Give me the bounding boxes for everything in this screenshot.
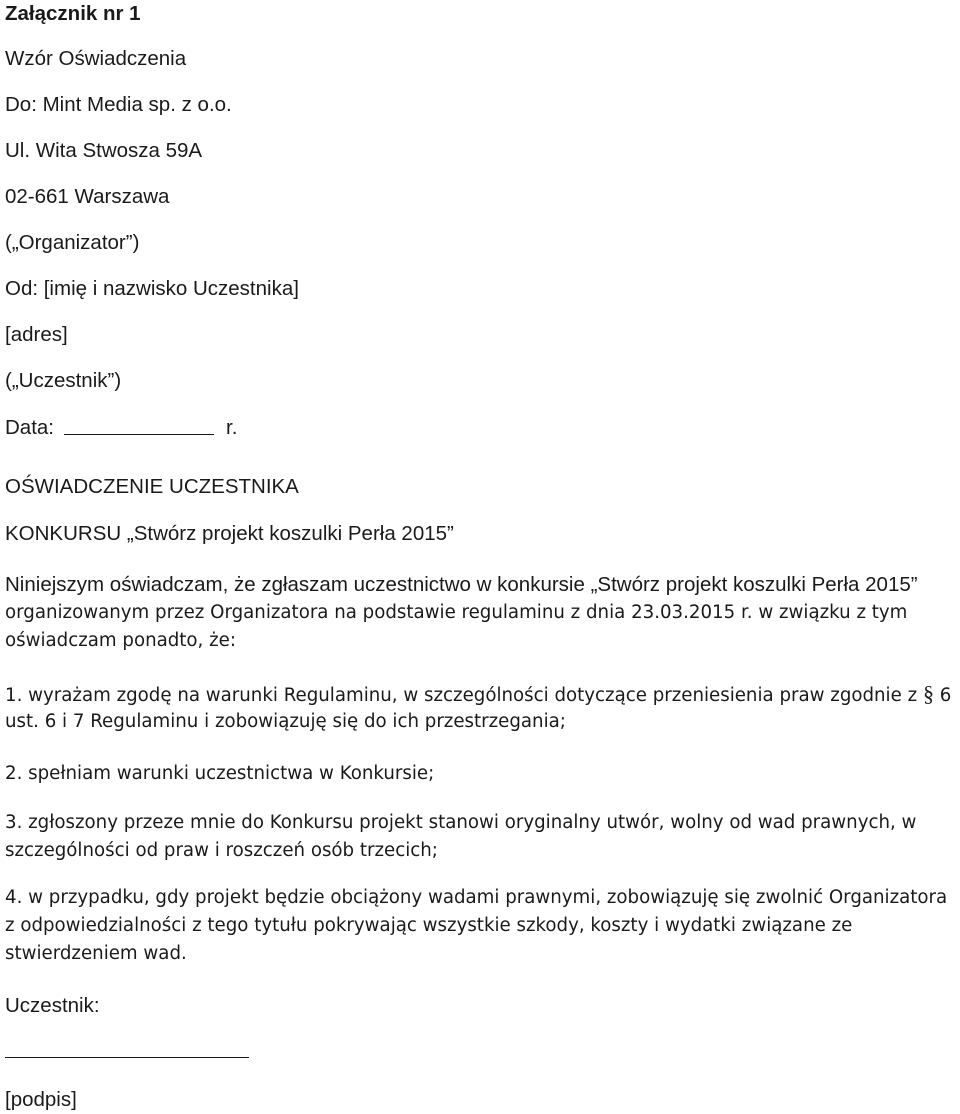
date-row: [5, 415, 237, 441]
signature-label: Uczestnik:: [5, 994, 100, 1017]
point-line: z odpowiedzialności z tego tytułu pokrywając wszystkie szkody, koszty i wydatki związane ze: [5, 915, 853, 936]
signature-placeholder: [podpis]: [5, 1088, 77, 1111]
addressee-city: 02-661 Warszawa: [5, 185, 170, 208]
sender-from: Od: [imię i nazwisko Uczestnika]: [5, 277, 299, 300]
intro-line: Niniejszym oświadczam, że zgłaszam uczestnictwo w konkursie „Stwórz projekt koszulki Perła 2015”: [5, 573, 918, 596]
point-line: stwierdzeniem wad.: [5, 943, 187, 964]
point-1-text: 1. wyrażam zgodę na warunki Regulaminu, w szczególności dotyczące przeniesienia praw zgodnie z: [5, 685, 918, 706]
point-line: ust. 6 i 7 Regulaminu i zobowiązuję się do ich przestrzegania;: [5, 711, 566, 732]
addressee-street: Ul. Wita Stwosza 59A: [5, 139, 203, 162]
date-suffix: r.: [226, 416, 238, 439]
date-blank-line: [64, 433, 214, 435]
point-line: szczególności od praw i roszczeń osób trzecich;: [5, 840, 438, 861]
sender-role: („Uczestnik”): [5, 369, 122, 392]
document-subtitle: Wzór Oświadczenia: [5, 47, 187, 70]
addressee-role: („Organizator”): [5, 231, 140, 254]
intro-line: organizowanym przez Organizatora na podstawie regulaminu z dnia 23.03.2015 r. w związku z tym: [5, 602, 908, 623]
contest-name: KONKURSU „Stwórz projekt koszulki Perła 2015”: [5, 522, 454, 545]
point-line: 3. zgłoszony przeze mnie do Konkursu projekt stanowi oryginalny utwór, wolny od wad prawnych, w: [5, 812, 917, 833]
point-line: 2. spełniam warunki uczestnictwa w Konkursie;: [5, 763, 435, 784]
addressee-to: Do: Mint Media sp. z o.o.: [5, 93, 232, 116]
attachment-title: Załącznik nr 1: [5, 2, 141, 25]
point-line: 4. w przypadku, gdy projekt będzie obciążony wadami prawnymi, zobowiązuję się zwolnić Organizatora: [5, 887, 948, 908]
section-mark: §: [922, 681, 934, 706]
section-number: 6: [939, 685, 952, 706]
date-label: Data:: [5, 416, 54, 439]
sender-address: [adres]: [5, 323, 68, 346]
intro-line: oświadczam ponadto, że:: [5, 630, 236, 651]
point-line: [5, 681, 951, 709]
signature-line: [5, 1057, 249, 1058]
statement-heading: OŚWIADCZENIE UCZESTNIKA: [5, 475, 299, 498]
